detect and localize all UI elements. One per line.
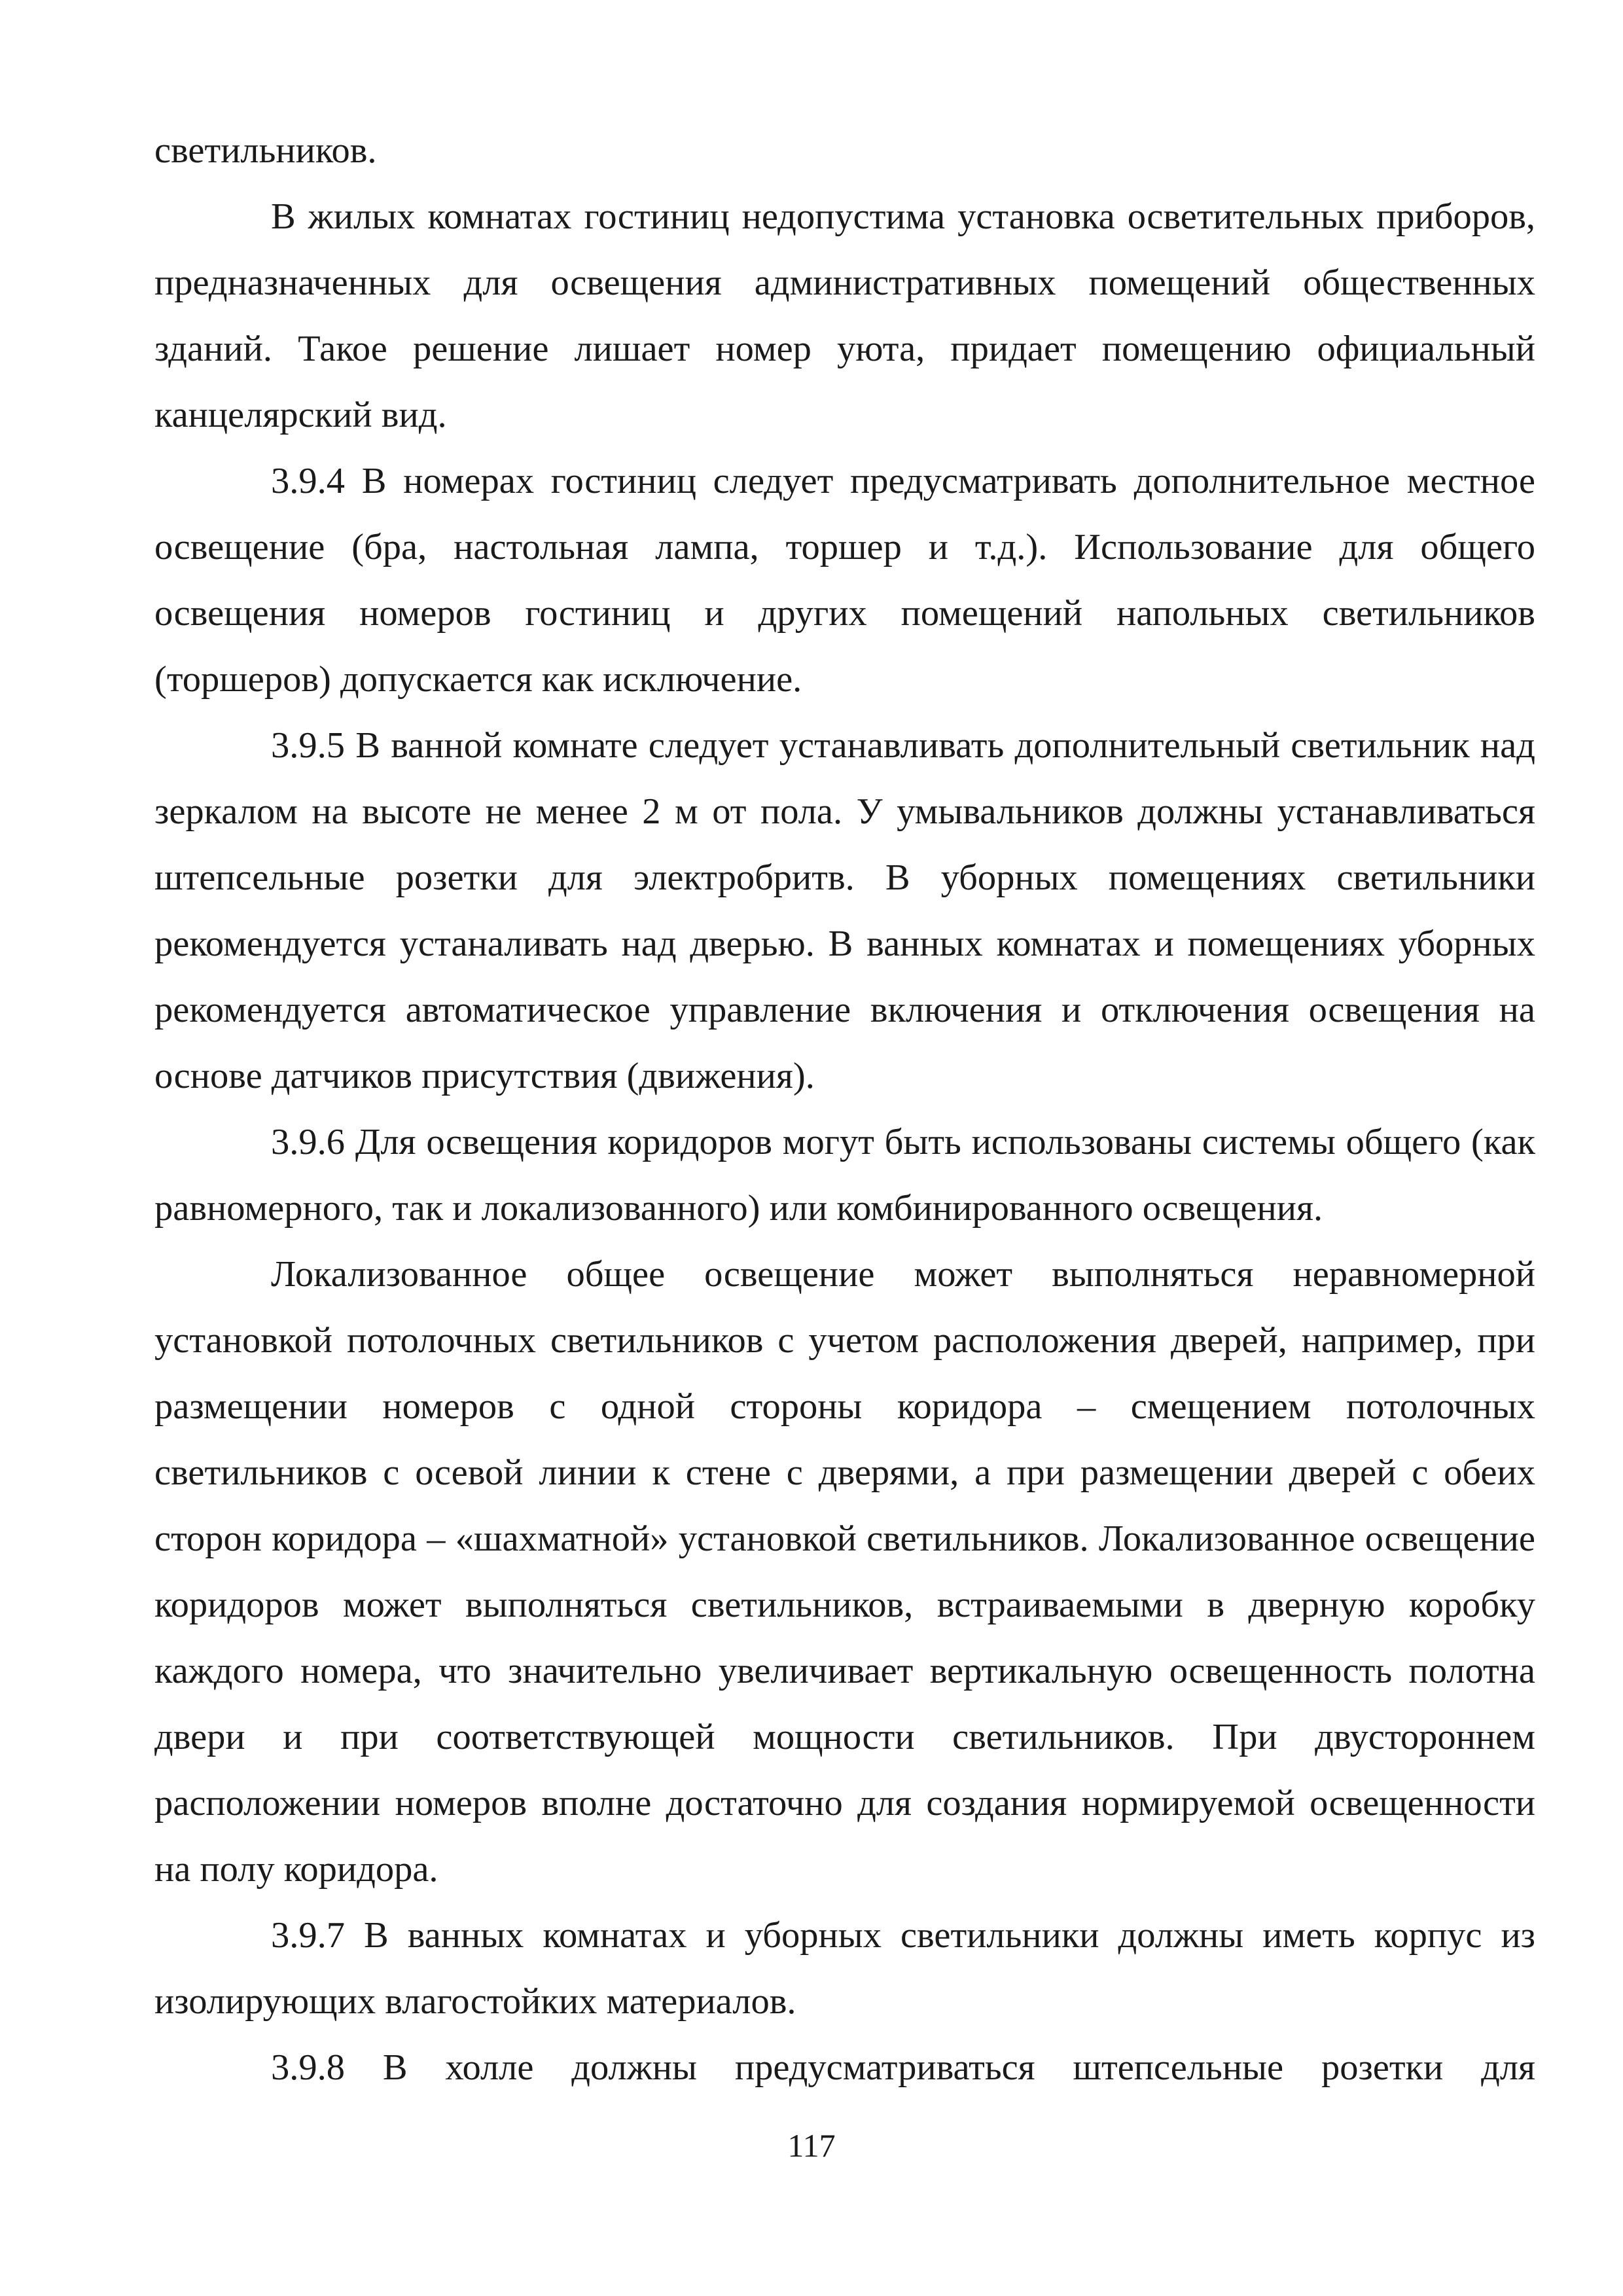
paragraph-hotel-rooms: В жилых комнатах гостиниц недопустима установка осветительных приборов, предназначенных для освещения административных помещений общественных зданий. Такое решение лишает номер уюта, придает помещению официальный канцелярский вид. bbox=[154, 196, 1535, 435]
paragraph-3-9-8: 3.9.8 В холле должны предусматриваться штепсельные розетки для bbox=[271, 2047, 1535, 2088]
paragraph-3-9-7: 3.9.7 В ванных комнатах и уборных светильники должны иметь корпус из изолирующих влагостойких материалов. bbox=[154, 1915, 1535, 2022]
paragraph-localized-lighting: Локализованное общее освещение может выполняться неравномерной установкой потолочных светильников с учетом расположения дверей, например, при размещении номеров с одной стороны коридора – смещением потолочных светильников с осевой линии к стене с дверями, а при размещении дверей с обеих сторон коридора – «шахматной» установкой светильников. Локализованное освещение коридоров может выполняться светильников, встраиваемыми в дверную коробку каждого номера, что значительно увеличивает вертикальную освещенность полотна двери и при соответствующей мощности светильников. При двустороннем расположении номеров вполне достаточно для создания нормируемой освещенности на полу коридора. bbox=[154, 1254, 1535, 1890]
page-number: 117 bbox=[787, 2127, 836, 2164]
paragraph-3-9-6: 3.9.6 Для освещения коридоров могут быть использованы системы общего (как равномерного, так и локализованного) или комбинированного освещения. bbox=[154, 1122, 1535, 1229]
paragraph-continuation: светильников. bbox=[154, 130, 377, 171]
document-page bbox=[154, 118, 1535, 2101]
paragraph-3-9-5: 3.9.5 В ванной комнате следует устанавливать дополнительный светильник над зеркалом на высоте не менее 2 м от пола. У умывальников должны устанавливаться штепсельные розетки для электробритв. В уборных помещениях светильники рекомендуется устаналивать над дверью. В ванных комнатах и помещениях уборных рекомендуется автоматическое управление включения и отключения освещения на основе датчиков присутствия (движения). bbox=[154, 725, 1535, 1096]
paragraph-3-9-4: 3.9.4 В номерах гостиниц следует предусматривать дополнительное местное освещение (бра, настольная лампа, торшер и т.д.). Использование для общего освещения номеров гостиниц и других помещений напольных светильников (торшеров) допускается как исключение. bbox=[154, 461, 1535, 700]
